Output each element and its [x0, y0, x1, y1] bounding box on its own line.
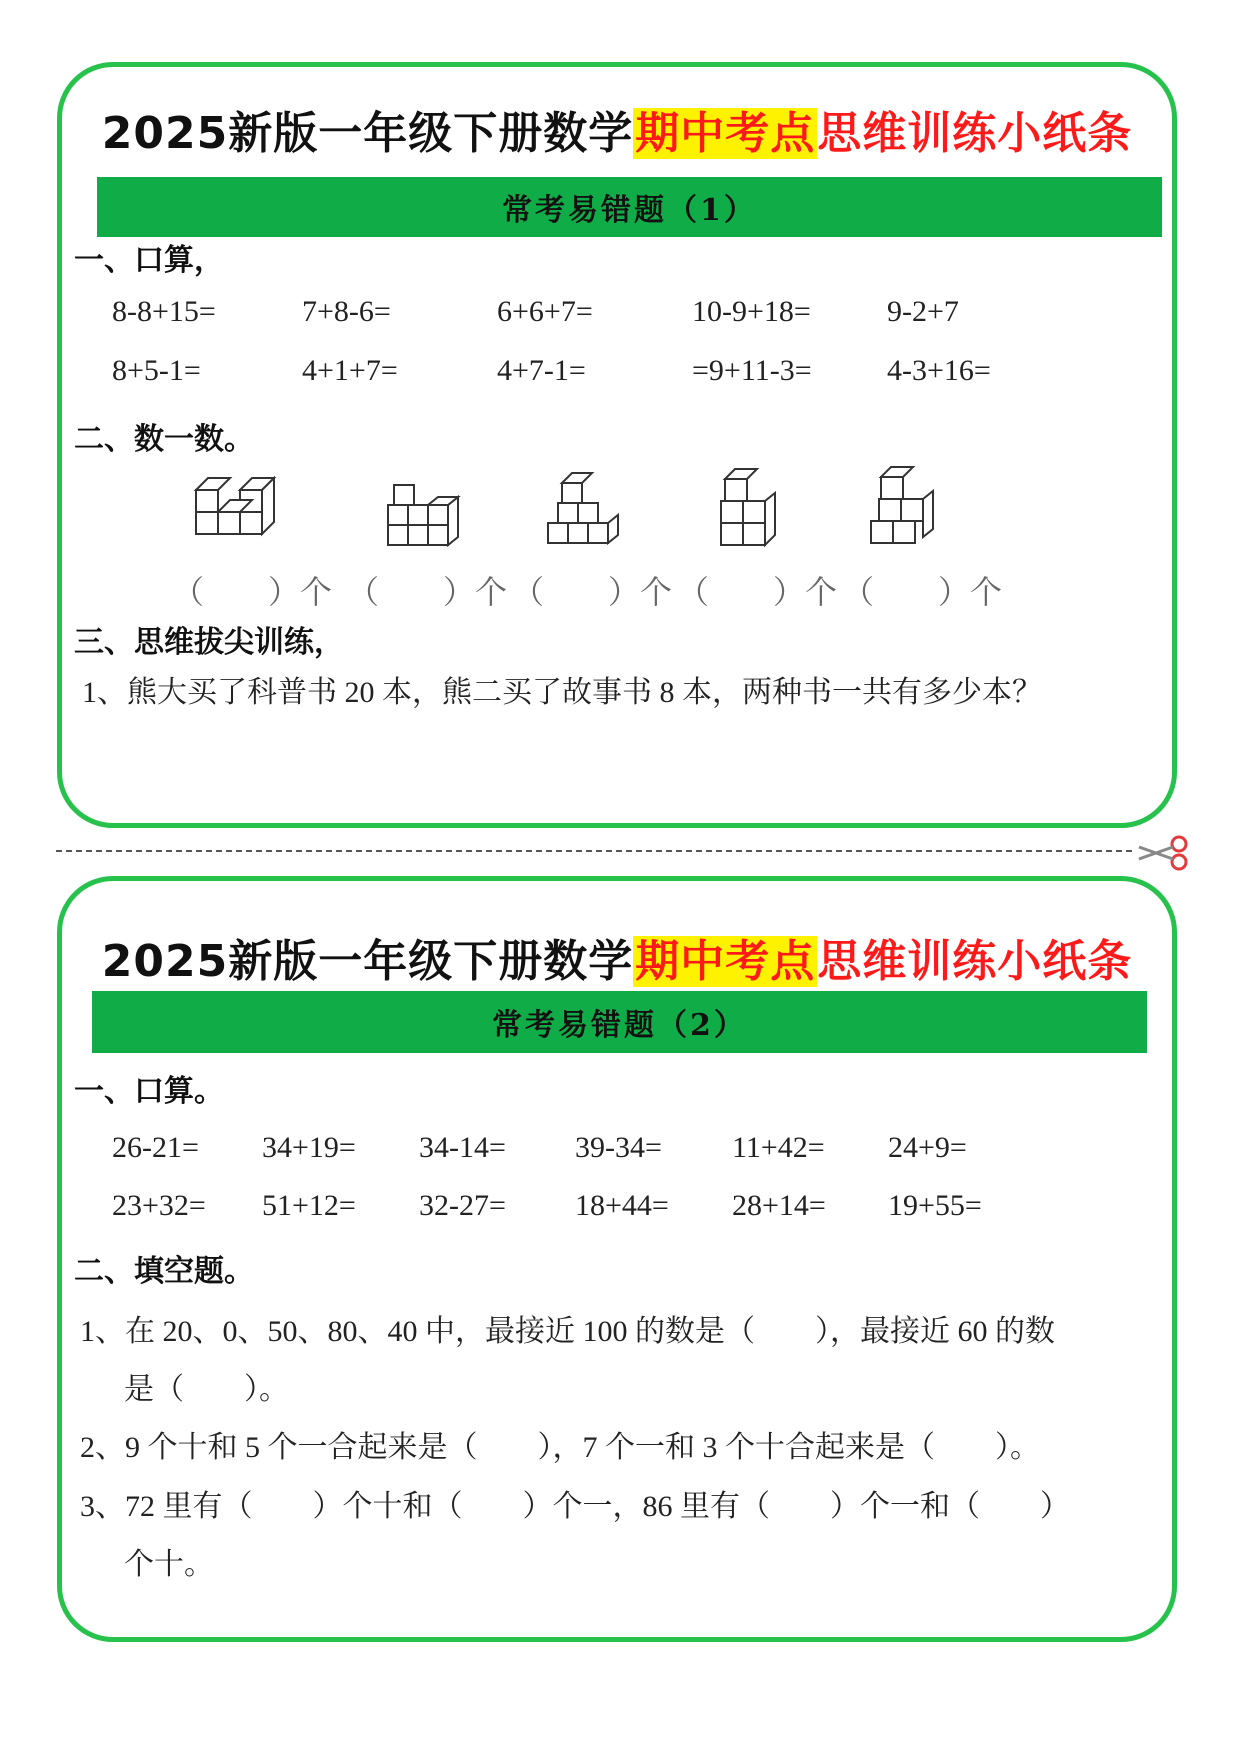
heading-mental-math: 一、口算， [74, 243, 224, 278]
equation: 23+32= [112, 1189, 206, 1222]
equation: 7+8-6= [302, 295, 391, 328]
equation: 8+5-1= [112, 354, 201, 387]
cut-line [56, 850, 1132, 852]
equation: 28+14= [732, 1189, 826, 1222]
equation: 32-27= [419, 1189, 506, 1222]
count-blank: （ ）个 [347, 574, 508, 610]
card-title [62, 925, 1172, 989]
note-card-2 [57, 876, 1177, 1642]
count-blank: （ ）个 [512, 574, 673, 610]
equation: 39-34= [575, 1131, 662, 1164]
cube-figure-1 [192, 472, 302, 552]
fill-blank-line: 是（ ）。 [124, 1373, 289, 1406]
fill-blank-line: 1、在 20、0、50、80、40 中，最接近 100 的数是（ ），最接近 60 的数 [80, 1315, 1055, 1348]
equation: 10-9+18= [692, 295, 811, 328]
title-prefix: 2025新版一年级下册数学 [101, 936, 634, 987]
equation: 34+19= [262, 1131, 356, 1164]
equation: 26-21= [112, 1131, 199, 1164]
count-blank: （ ）个 [172, 574, 333, 610]
equation: =9+11-3= [692, 354, 812, 387]
fill-blank-line: 3、72 里有（ ）个十和（ ）个一，86 里有（ ）个一和（ ） [80, 1490, 1070, 1523]
cube-figure-5 [867, 465, 947, 550]
equation: 4+1+7= [302, 354, 398, 387]
cube-figure-3 [544, 467, 634, 552]
title-highlight: 期中考点 [635, 108, 816, 159]
count-blank: （ ）个 [842, 574, 1003, 610]
equation: 9-2+7 [887, 295, 959, 328]
note-card-1 [57, 62, 1177, 828]
heading-count: 二、数一数。 [74, 422, 254, 457]
equation: 4+7-1= [497, 354, 586, 387]
card-title [62, 97, 1172, 161]
equation: 18+44= [575, 1189, 669, 1222]
heading-thinking: 三、思维拔尖训练， [74, 625, 344, 660]
equation: 8-8+15= [112, 295, 216, 328]
title-highlight: 期中考点 [635, 936, 816, 987]
heading-mental-math: 一、口算。 [74, 1074, 224, 1109]
equation: 4-3+16= [887, 354, 991, 387]
equation: 11+42= [732, 1131, 825, 1164]
equation: 6+6+7= [497, 295, 593, 328]
equation: 51+12= [262, 1189, 356, 1222]
count-blank: （ ）个 [677, 574, 838, 610]
equation: 19+55= [888, 1189, 982, 1222]
heading-fill-blank: 二、填空题。 [74, 1254, 254, 1289]
word-problem: 1、熊大买了科普书 20 本，熊二买了故事书 8 本，两种书一共有多少本？ [82, 676, 1042, 709]
cube-figure-2 [384, 477, 474, 552]
title-suffix: 思维训练小纸条 [817, 936, 1133, 987]
fill-blank-line: 2、9 个十和 5 个一合起来是（ ），7 个一和 3 个十合起来是（ ）。 [80, 1431, 1040, 1464]
section-banner: 常考易错题（1） [97, 177, 1162, 237]
fill-blank-line: 个十。 [124, 1548, 214, 1581]
equation: 24+9= [888, 1131, 967, 1164]
cube-figure-4 [717, 465, 797, 550]
scissors-icon [1135, 835, 1191, 871]
title-prefix: 2025新版一年级下册数学 [101, 108, 634, 159]
title-suffix: 思维训练小纸条 [817, 108, 1133, 159]
section-banner: 常考易错题（2） [92, 991, 1147, 1053]
equation: 34-14= [419, 1131, 506, 1164]
